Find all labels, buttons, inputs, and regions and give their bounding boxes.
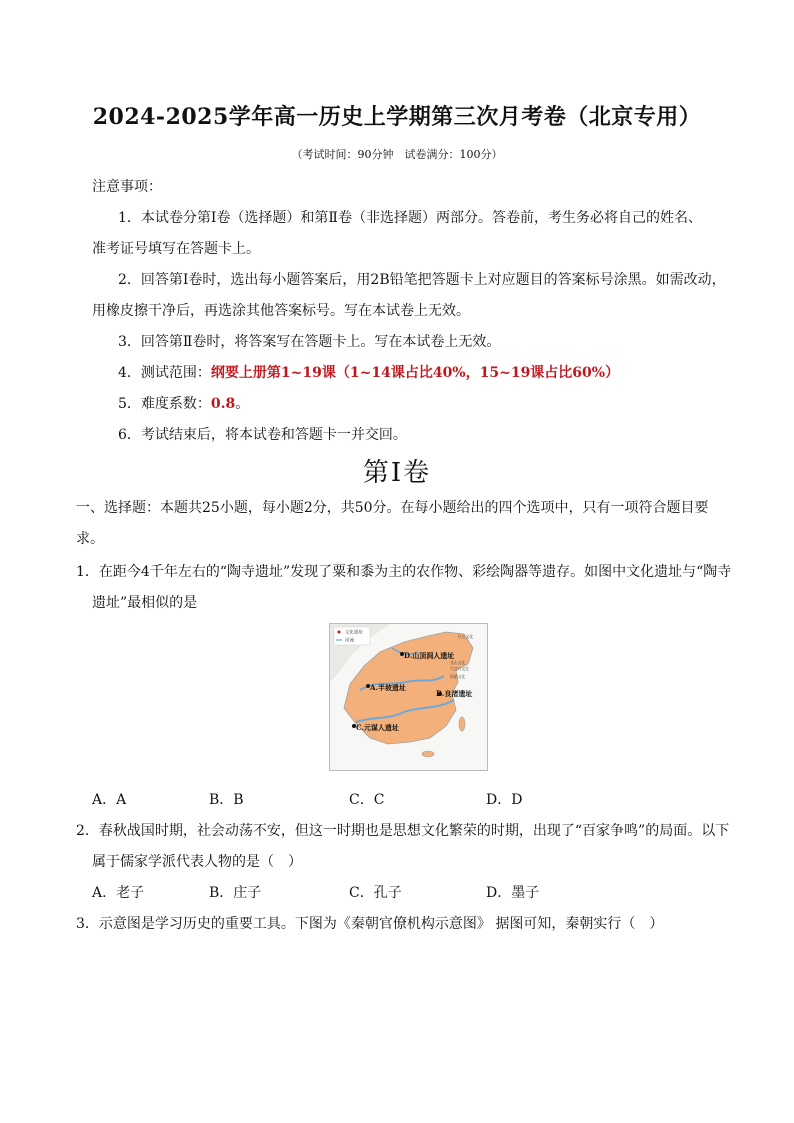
china-map-figure xyxy=(330,624,487,770)
culture-label-4: 仰韶文化 xyxy=(450,674,466,679)
exam-info: （考试时间：90分钟 试卷满分：100分） xyxy=(291,148,503,161)
culture-label-3: 大汶口文化 xyxy=(450,666,469,671)
note-2-line-2: 用橡皮擦干净后，再选涂其他答案标号。写在本试卷上无效。 xyxy=(92,303,470,319)
note-1-line-1: 1．本试卷分第Ⅰ卷（选择题）和第Ⅱ卷（非选择题）两部分。答卷前，考生务必将自己的姓名、 xyxy=(118,210,702,226)
note-5 xyxy=(118,393,249,413)
site-b-label: B.良渚遗址 xyxy=(436,689,473,698)
q1-option-b: B．B xyxy=(209,792,244,808)
note-5-suffix: 。 xyxy=(235,396,250,412)
note-1-line-2: 准考证号填写在答题卡上。 xyxy=(92,241,260,257)
site-c-label: C.元谋人遗址 xyxy=(356,723,399,732)
cultural-sites-map xyxy=(329,623,488,771)
note-2-line-1: 2．回答第Ⅰ卷时，选出每小题答案后，用2B铅笔把答题卡上对应题目的答案标号涂黑。如需改动， xyxy=(118,272,726,288)
question-1-line-1: 1．在距今4千年左右的“陶寺遗址”发现了粟和黍为主的农作物、彩绘陶器等遗存。如图中文化遗址与“陶寺 xyxy=(76,564,732,580)
q2-option-b: B．庄子 xyxy=(209,885,262,901)
section-instruction-line-2: 求。 xyxy=(76,531,104,547)
q2-option-a: A．老子 xyxy=(92,885,145,901)
q2-option-d: D．墨子 xyxy=(486,885,540,901)
taiwan-island xyxy=(459,717,465,731)
note-6: 6．考试结束后，将本试卷和答题卡一并交回。 xyxy=(118,427,407,443)
note-5-label: 5．难度系数： xyxy=(118,396,211,412)
section-instruction-line-1: 一、选择题：本题共25小题，每小题2分，共50分。在每小题给出的四个选项中，只有一项符合题目要 xyxy=(76,500,709,516)
site-d-label: D.山顶洞人遗址 xyxy=(404,651,455,660)
test-scope: 纲要上册第1~19课（1~14课占比40%，15~19课占比60%） xyxy=(210,365,620,381)
question-1-line-2: 遗址”最相似的是 xyxy=(92,595,198,611)
q1-option-c: C．C xyxy=(349,792,385,808)
q1-option-d: D．D xyxy=(486,792,523,808)
question-2-line-2: 属于儒家学派代表人物的是（ ） xyxy=(92,854,302,870)
note-3: 3．回答第Ⅱ卷时，将答案写在答题卡上。写在本试卷上无效。 xyxy=(118,334,501,350)
page-title: 2024-2025学年高一历史上学期第三次月考卷（北京专用） xyxy=(92,104,702,130)
culture-label-2: 龙山文化 xyxy=(450,660,466,665)
note-4 xyxy=(118,362,619,382)
hainan-island xyxy=(422,751,434,757)
site-a-label: A.半坡遗址 xyxy=(370,683,406,692)
question-2-line-1: 2．春秋战国时期，社会动荡不安，但这一时期也是思想文化繁荣的时期，出现了“百家争鸣”的局面。以下 xyxy=(76,823,730,839)
difficulty-value: 0.8 xyxy=(210,396,236,412)
legend-site-label: 文化遗址 xyxy=(345,630,363,636)
q1-option-a: A．A xyxy=(92,792,127,808)
legend-site-icon xyxy=(338,631,341,634)
q2-option-c: C．孔子 xyxy=(349,885,402,901)
note-4-label: 4．测试范围： xyxy=(118,365,211,381)
notes-heading: 注意事项： xyxy=(92,179,162,195)
question-3-line-1: 3．示意图是学习历史的重要工具。下图为《秦朝官僚机构示意图》 据图可知，秦朝实行（ ） xyxy=(76,916,664,932)
legend-river-label: 河流 xyxy=(345,638,354,644)
culture-label-1: 红山文化 xyxy=(458,634,474,639)
section-heading: 第Ⅰ卷 xyxy=(362,458,432,488)
